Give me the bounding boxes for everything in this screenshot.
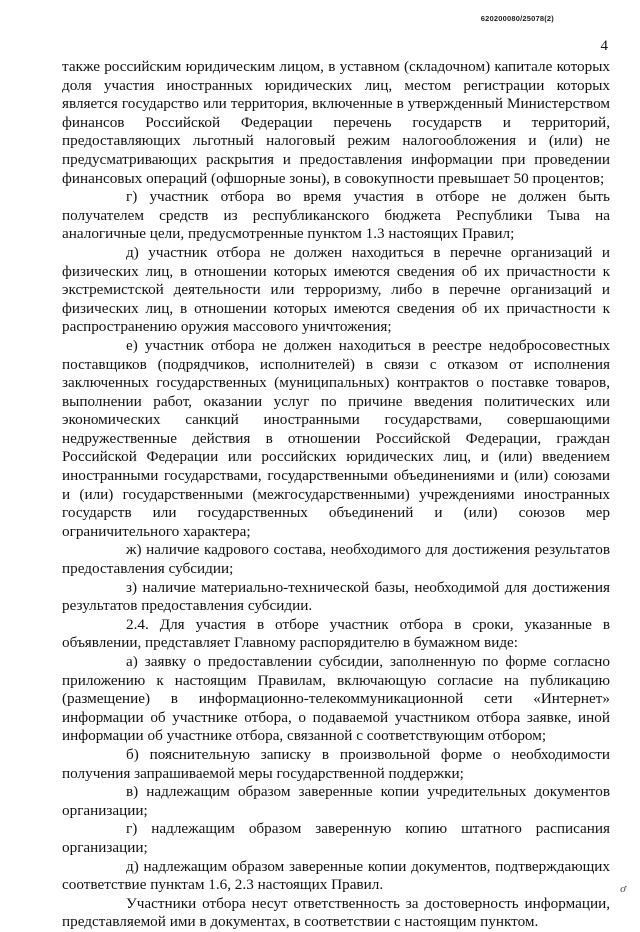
page-number: 4 [600,38,608,54]
document-body [62,58,610,932]
scan-mark-icon: ơ [620,883,626,895]
paragraph-item-a: а) заявку о предоставлении субсидии, заполненную по форме согласно приложению к настоящим Правилам, включающую согласие на публикацию (размещение) в информационно-телекоммуникационной сети «Интернет» информации об участнике отбора, о подаваемой участником отбора заявке, иной информации об участнике отбора, связанной с соответствующим отбором; [62,653,610,745]
paragraph-item-z: з) наличие материально-технической базы, необходимой для достижения результатов предоставления субсидии. [62,578,610,615]
paragraph-item-g: г) участник отбора во время участия в отборе не должен быть получателем средств из республиканского бюджета Республики Тыва на аналогичные цели, предусмотренные пунктом 1.3 настоящих Правил; [62,188,610,243]
paragraph-section-2-4: 2.4. Для участия в отборе участник отбора в сроки, указанные в объявлении, представляет Главному распорядителю в бумажном виде: [62,615,610,652]
paragraph-item-d2: д) надлежащим образом заверенные копии документов, подтверждающих соответствие пунктам 1.6, 2.3 настоящих Правил. [62,857,610,894]
paragraph-responsibility: Участники отбора несут ответственность за достоверность информации, представляемой ими в документах, в соответствии с настоящим пунктом. [62,894,610,931]
paragraph-item-e: е) участник отбора не должен находиться в реестре недобросовестных поставщиков (подрядчиков, исполнителей) в связи с отказом от исполнения заключенных государственных (муниципальных) контрактов о поставке товаров, выполнении работ, оказании услуг по причине введения политических или экономических санкций иностранными государствами, совершающими недружественные действия в отношении Российской Федерации, граждан Российской Федерации или российских юридических лиц, и (или) введением иностранными государствами, государственными объединениями и (или) союзами и (или) государственными (межгосударственными) учреждениями иностранных государств или государственных объединений и (или) союзов мер ограничительного характера; [62,336,610,540]
paragraph-item-g2: г) надлежащим образом заверенную копию штатного расписания организации; [62,820,610,856]
paragraph-item-zh: ж) наличие кадрового состава, необходимого для достижения результатов предоставления субсидии; [62,541,610,578]
paragraph-item-d: д) участник отбора не должен находиться в перечне организаций и физических лиц, в отношении которых имеются сведения об их причастности к экстремистской деятельности или терроризму, либо в перечне организаций и физических лиц, в отношении которых имеются сведения об их причастности к распространению оружия массового уничтожения; [62,243,610,336]
paragraph-item-v: в) надлежащим образом заверенные копии учредительных документов организации; [62,783,610,819]
paragraph-item-b: б) пояснительную записку в произвольной форме о необходимости получения запрашиваемой меры государственной поддержки; [62,745,610,782]
paragraph-continuation: также российским юридическим лицом, в уставном (складочном) капитале которых доля участия иностранных юридических лиц, местом регистрации которых является государство или территория, включенные в утвержденный Министерством финансов Российской Федерации перечень государств и территорий, предоставляющих льготный налоговый режим налогообложения и (или) не предусматривающих раскрытия и предоставления информации при проведении финансовых операций (офшорные зоны), в совокупности превышает 50 процентов; [62,58,610,187]
document-code: 620200080/25078(2) [480,14,554,23]
